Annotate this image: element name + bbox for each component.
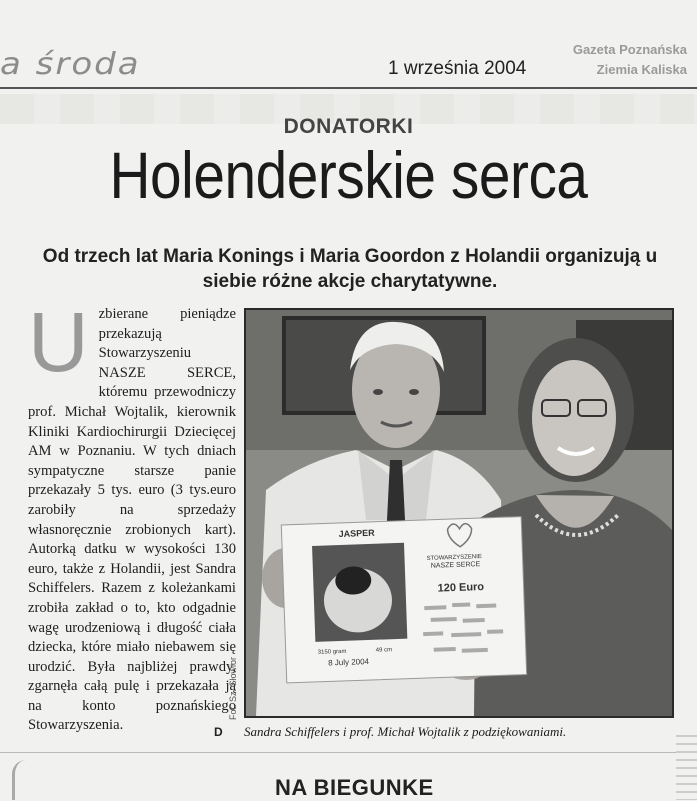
article-headline: Holenderskie serca [109, 138, 588, 212]
author-signature: D [214, 725, 223, 739]
adjacent-column-fragment-right [676, 735, 697, 800]
card-logo-line1: STOWARZYSZENIE [426, 554, 482, 562]
photo-credit: Fot. Sz. Słowior [228, 656, 238, 720]
section-name: a środa [0, 46, 141, 82]
card-birth-date: 8 July 2004 [327, 657, 370, 668]
article-body [28, 295, 236, 736]
paper-name-block [573, 40, 687, 80]
photo-caption: Sandra Schiffelers i prof. Michał Wojtalik z podziękowaniami. [244, 724, 567, 739]
next-article-headline: NA BIEGUNKE [275, 775, 434, 800]
paper-edition: Ziemia Kaliska [596, 62, 687, 77]
drop-cap: U [28, 295, 89, 389]
paper-name: Gazeta Poznańska [572, 42, 687, 57]
photo-illustration [246, 310, 672, 716]
article-photo [244, 308, 674, 718]
card-logo-line2: NASZE SERCE [430, 561, 481, 570]
article-kicker: DONATORKI [283, 115, 414, 138]
adjacent-column-fragment [12, 760, 29, 800]
card-amount: 120 Euro [437, 580, 485, 595]
card-weight: 3150 gram [317, 648, 347, 656]
issue-date: 1 września 2004 [388, 58, 527, 79]
masthead-rule [0, 87, 697, 89]
article-body-text: zbierane pieniądze przekazują Stowarzyszeniu NASZE SERCE, któremu przewodniczy prof. Michał Wojtalik, kierownik Kliniki Kardiochirurgii Dziecięcej AM w Poznaniu. W tych dniach sympatyczne starsze panie przekazały 5 tys. euro (3 tys.euro zarobiły na sprzedaży własnoręcznie zrobionych kart). Autorką datku w wysokości 130 euro, także z Holandii, jest Sandra Schiffelers. Razem z koleżankami zrobiła zakład o to, kto odgadnie wagę urodzeniową i długość ciała dziecka, które miało niebawem się urodzić. Była najbliżej prawdy, zgarnęła całą pulę i przekazała ją na konto poznańskiego Stowarzyszenia. [28, 306, 236, 734]
article-lead: Od trzech lat Maria Konings i Maria Goordon z Holandii organizują u siebie różne akcje charytatywne. [42, 246, 658, 292]
bottom-rule [0, 752, 697, 753]
card-name: JASPER [338, 527, 375, 540]
card-length: 49 cm [375, 647, 393, 654]
